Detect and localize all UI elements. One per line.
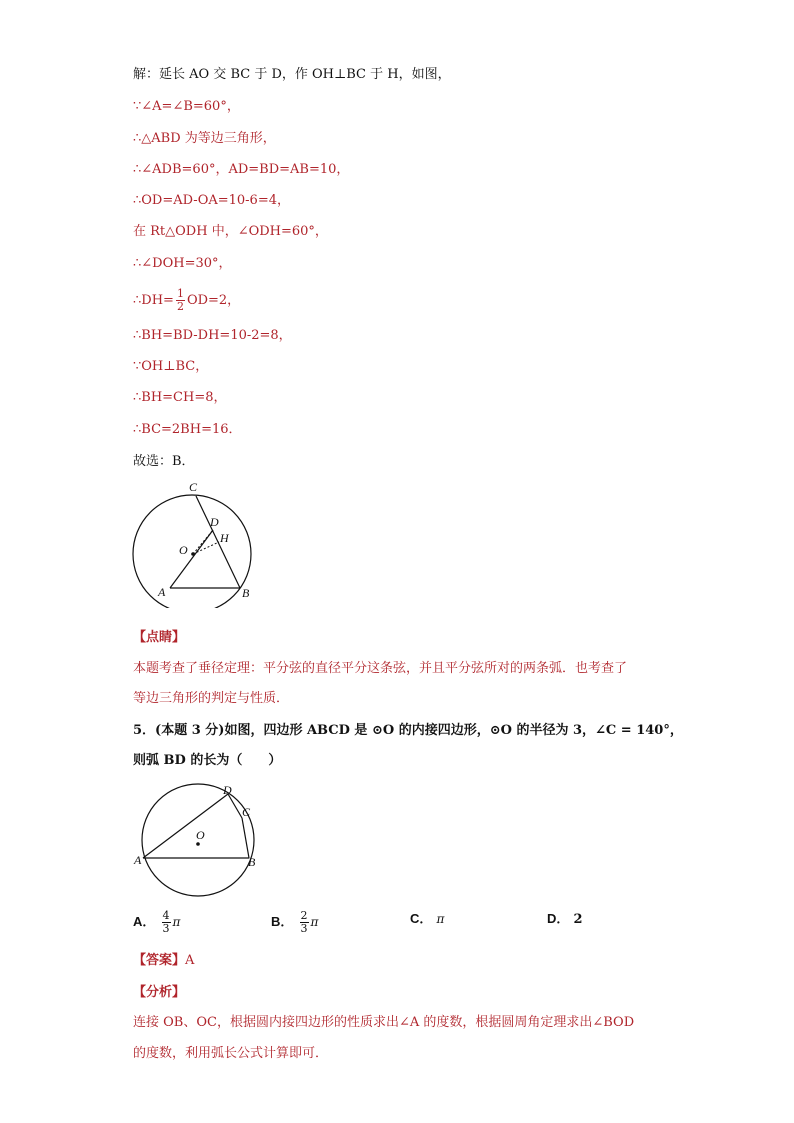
solution-line-12: ∴BC=2BH=16． — [133, 422, 242, 437]
figure1-circle — [133, 495, 251, 608]
answer-line — [133, 951, 194, 970]
solution-line-6: 在 Rt△ODH 中，∠ODH=60°， — [133, 224, 328, 239]
figure1-label-d: D — [210, 515, 219, 529]
answer-value: A — [185, 953, 195, 968]
option-d-value: 2 — [573, 912, 583, 927]
solution-line-8-prefix: ∴DH= — [133, 293, 174, 308]
figure1-label-c: C — [189, 480, 198, 494]
figure1-label-o: O — [179, 543, 188, 557]
question-5-line-1: 5．(本题 3 分)如图，四边形 ABCD 是 ⊙O 的内接四边形，⊙O 的半径为 3，∠C = 140°， — [133, 723, 683, 738]
solution-line-5: ∴OD=AD-OA=10-6=4， — [133, 193, 290, 208]
remark-heading: 【点睛】 — [133, 629, 186, 644]
option-d-label: D． — [547, 911, 570, 926]
fraction-half — [176, 288, 185, 313]
figure-circle-triangle — [120, 478, 270, 608]
solution-line-3: ∴△ABD 为等边三角形， — [133, 131, 276, 146]
option-d — [547, 910, 583, 929]
solution-line-8-suffix: OD=2， — [186, 293, 241, 308]
solution-line-7: ∴∠DOH=30°， — [133, 256, 232, 271]
figure1-side-ad — [170, 530, 213, 588]
figure1-label-a: A — [158, 585, 166, 599]
solution-line-2: ∵∠A=∠B=60°， — [133, 99, 240, 114]
option-a-label: A． — [133, 914, 156, 929]
fraction-numerator: 1 — [176, 287, 184, 300]
figure1-dotted-oh — [193, 542, 219, 554]
analysis-line-2: 的度数，利用弧长公式计算即可． — [133, 1046, 329, 1061]
solution-line-4: ∴∠ADB=60°，AD=BD=AB=10， — [133, 162, 350, 177]
solution-line-1: 解：延长 AO 交 BC 于 D，作 OH⊥BC 于 H，如图， — [133, 67, 451, 82]
option-b-fraction — [300, 910, 309, 935]
option-c-pi: π — [436, 912, 445, 926]
option-c — [410, 910, 444, 929]
remark-line-1: 本题考查了垂径定理：平分弦的直径平分这条弦，并且平分弦所对的两条弧．也考查了 — [133, 661, 628, 676]
figure2-label-d: D — [223, 783, 232, 797]
figure1-label-b: B — [242, 586, 250, 600]
solution-line-9: ∴BH=BD-DH=10-2=8， — [133, 328, 292, 343]
option-c-label: C． — [410, 911, 433, 926]
option-a — [133, 910, 180, 935]
remark-line-2: 等边三角形的判定与性质． — [133, 691, 290, 706]
question-5-line-2: 则弧 BD 的长为（ ） — [133, 753, 282, 768]
analysis-line-1: 连接 OB、OC，根据圆内接四边形的性质求出∠A 的度数，根据圆周角定理求出∠BOD — [133, 1015, 635, 1030]
option-b-label: B． — [271, 914, 294, 929]
option-a-denominator: 3 — [162, 922, 170, 935]
option-a-numerator: 4 — [162, 909, 170, 922]
solution-line-11: ∴BH=CH=8， — [133, 390, 227, 405]
option-b-denominator: 3 — [300, 922, 308, 935]
option-b-numerator: 2 — [300, 909, 308, 922]
figure1-label-h: H — [220, 531, 229, 545]
option-a-fraction — [162, 910, 171, 935]
option-b — [271, 910, 318, 935]
figure2-center-dot — [196, 842, 200, 846]
figure2-label-b: B — [248, 855, 256, 869]
figure1-side-bc — [196, 496, 240, 588]
figure2-label-a: A — [134, 853, 142, 867]
option-b-pi: π — [310, 915, 319, 929]
figure-inscribed-quadrilateral — [128, 778, 268, 900]
answer-tag: 【答案】 — [133, 952, 186, 967]
figure1-center-dot — [191, 552, 195, 556]
solution-line-8 — [133, 288, 240, 313]
figure2-label-o: O — [196, 828, 205, 842]
figure2-side-cb — [242, 818, 249, 858]
solution-line-13: 故选：B． — [133, 454, 195, 469]
option-a-pi: π — [172, 915, 181, 929]
figure2-label-c: C — [242, 805, 251, 819]
analysis-heading: 【分析】 — [133, 984, 186, 999]
fraction-denominator: 2 — [176, 300, 184, 313]
solution-line-10: ∵OH⊥BC， — [133, 359, 209, 374]
